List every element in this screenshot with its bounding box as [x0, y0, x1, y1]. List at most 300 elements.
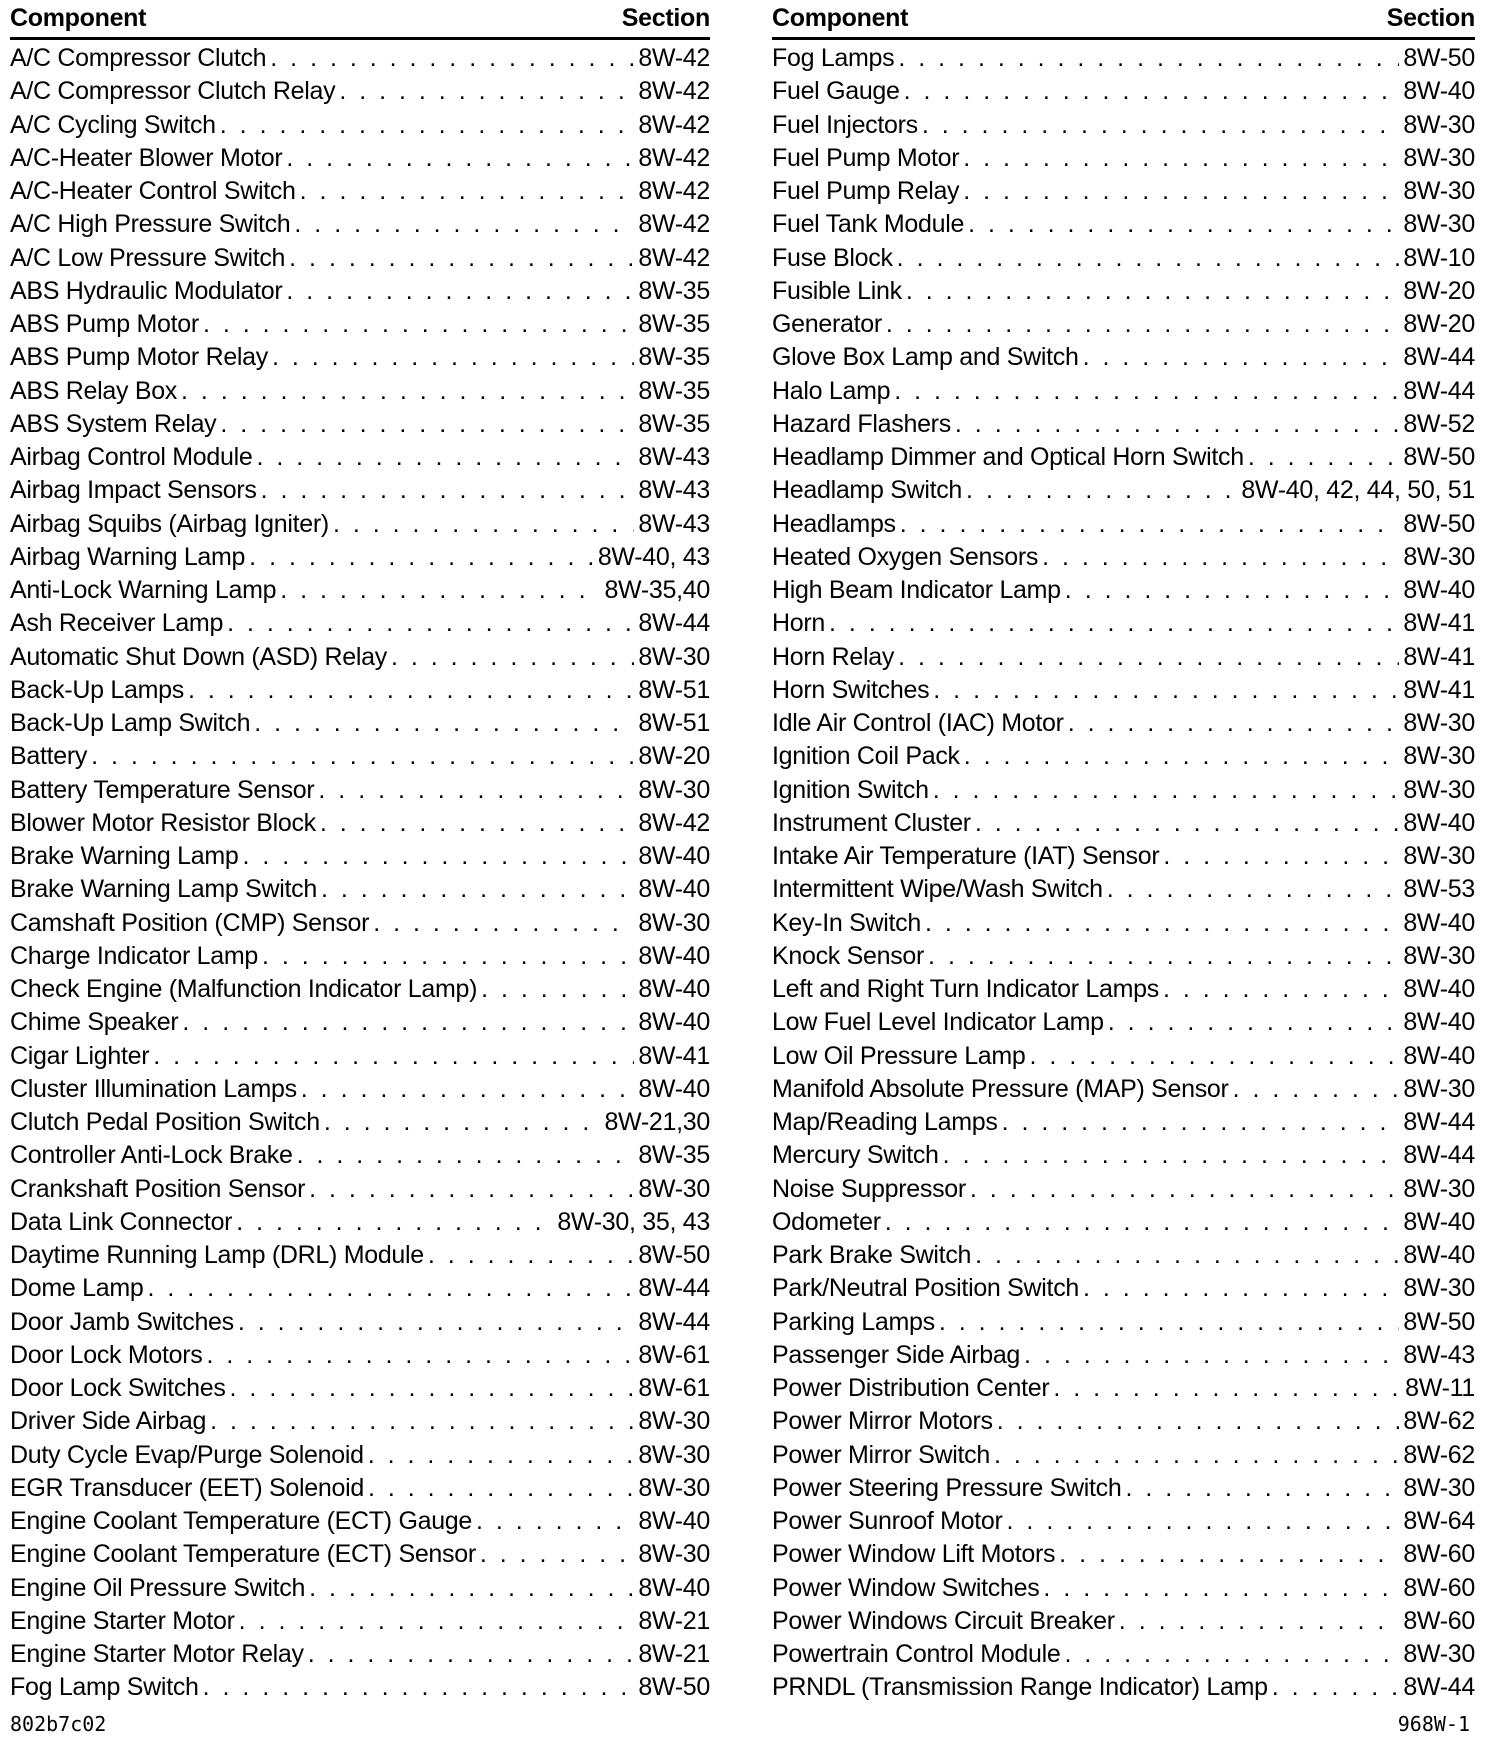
section-number: 8W-30 [1403, 542, 1475, 571]
dot-leader [964, 740, 1400, 773]
component-row [772, 1671, 1475, 1704]
component-name: Power Mirror Motors [772, 1407, 993, 1436]
component-row [772, 1306, 1475, 1339]
dot-leader [894, 375, 1399, 408]
section-number: 8W-30 [638, 908, 710, 937]
dot-leader [968, 208, 1399, 241]
dot-leader [249, 541, 594, 574]
dot-leader [997, 1405, 1400, 1438]
component-name: Ignition Coil Pack [772, 742, 960, 771]
dot-leader [1068, 707, 1400, 740]
dot-leader [1125, 1472, 1399, 1505]
dot-leader [829, 607, 1399, 640]
dot-leader [963, 142, 1399, 175]
section-number: 8W-40 [638, 1074, 710, 1103]
component-name: Battery Temperature Sensor [10, 775, 315, 804]
component-name: Cigar Lighter [10, 1041, 150, 1070]
dot-leader [391, 641, 634, 674]
component-row [772, 1405, 1475, 1438]
component-row [10, 508, 710, 541]
component-name: Driver Side Airbag [10, 1407, 207, 1436]
dot-leader [320, 807, 634, 840]
component-name: Cluster Illumination Lamps [10, 1074, 297, 1103]
dot-leader [1024, 1339, 1399, 1372]
component-name: ABS Hydraulic Modulator [10, 276, 283, 305]
section-number: 8W-30 [1403, 177, 1475, 205]
component-row [10, 541, 710, 574]
section-number: 8W-41 [1403, 642, 1475, 671]
component-row [10, 1239, 710, 1272]
dot-leader [925, 907, 1399, 940]
component-row [772, 940, 1475, 973]
section-number: 8W-40 [1403, 77, 1475, 106]
section-number: 8W-30 [1403, 1174, 1475, 1203]
dot-leader [966, 474, 1237, 507]
component-name: Passenger Side Airbag [772, 1340, 1021, 1369]
component-name: Fuel Tank Module [772, 210, 965, 239]
component-name: Engine Starter Motor Relay [10, 1640, 304, 1668]
dot-leader [220, 408, 634, 441]
component-row [772, 973, 1475, 1006]
section-number: 8W-51 [638, 675, 710, 704]
section-number: 8W-40 [638, 1573, 710, 1602]
dot-leader [1042, 541, 1399, 574]
component-row [772, 508, 1475, 541]
component-name: Door Jamb Switches [10, 1307, 234, 1336]
component-name: Power Windows Circuit Breaker [772, 1606, 1115, 1635]
section-number: 8W-10 [1403, 243, 1475, 272]
section-number: 8W-21,30 [604, 1108, 710, 1136]
component-name: Parking Lamps [772, 1307, 935, 1336]
section-number: 8W-40 [1403, 808, 1475, 837]
section-number: 8W-30 [638, 1407, 710, 1436]
dot-leader [428, 1239, 634, 1272]
component-name: Halo Lamp [772, 376, 891, 405]
dot-leader [203, 1671, 635, 1704]
section-number: 8W-44 [1403, 343, 1475, 372]
section-number: 8W-40 [1403, 1241, 1475, 1269]
component-name: Noise Suppressor [772, 1174, 966, 1203]
dot-leader [928, 940, 1399, 973]
component-row [10, 973, 710, 1006]
dot-leader [309, 1572, 634, 1605]
section-number: 8W-30 [638, 642, 710, 671]
section-number: 8W-44 [1403, 376, 1475, 405]
dot-leader [1107, 873, 1400, 906]
section-number: 8W-20 [1403, 310, 1475, 338]
component-name: Fog Lamps [772, 44, 895, 72]
component-row [772, 1339, 1475, 1372]
dot-leader [970, 1173, 1399, 1206]
dot-leader [182, 1006, 634, 1039]
component-name: A/C-Heater Control Switch [10, 177, 296, 205]
section-number: 8W-40 [1403, 1008, 1475, 1037]
section-number: 8W-62 [1403, 1407, 1475, 1436]
component-row [772, 541, 1475, 574]
left-column [10, 0, 710, 1705]
component-name: Engine Oil Pressure Switch [10, 1573, 306, 1602]
section-number: 8W-35 [638, 1141, 710, 1170]
component-name: Brake Warning Lamp Switch [10, 875, 317, 904]
section-number: 8W-53 [1403, 875, 1475, 904]
component-name: ABS Pump Motor Relay [10, 343, 268, 372]
component-name: Camshaft Position (CMP) Sensor [10, 908, 370, 937]
component-name: Fuse Block [772, 243, 893, 272]
right-component-list [772, 42, 1475, 1705]
component-name: ABS Pump Motor [10, 310, 199, 338]
component-name: Brake Warning Lamp [10, 842, 239, 870]
component-row [772, 1040, 1475, 1073]
component-row [10, 341, 710, 374]
section-number: 8W-52 [1403, 409, 1475, 438]
dot-leader [1248, 441, 1400, 474]
dot-leader [943, 1139, 1400, 1172]
dot-leader [1272, 1671, 1400, 1704]
dot-leader [207, 1339, 635, 1372]
section-number: 8W-20 [1403, 276, 1475, 305]
component-row [10, 242, 710, 275]
dot-leader [373, 907, 634, 940]
component-row [10, 840, 710, 873]
dot-leader [147, 1272, 634, 1305]
section-number: 8W-43 [638, 476, 710, 505]
right-column-header [772, 0, 1475, 40]
component-name: Power Distribution Center [772, 1374, 1050, 1402]
component-name: Mercury Switch [772, 1141, 939, 1170]
dot-leader [321, 873, 634, 906]
component-row [772, 1239, 1475, 1272]
component-name: ABS System Relay [10, 409, 217, 438]
component-row [10, 308, 710, 341]
dot-leader [904, 75, 1400, 108]
component-row [772, 75, 1475, 108]
dot-leader [476, 1505, 634, 1538]
section-number: 8W-30 [1403, 941, 1475, 970]
component-name: Door Lock Switches [10, 1374, 226, 1402]
section-number: 8W-40 [638, 941, 710, 970]
section-number: 8W-60 [1403, 1606, 1475, 1635]
section-number: 8W-42 [638, 177, 710, 205]
component-row [10, 1472, 710, 1505]
dot-leader [1030, 1040, 1400, 1073]
dot-leader [898, 641, 1399, 674]
component-row [10, 1040, 710, 1073]
dot-leader [975, 807, 1399, 840]
dot-leader [481, 973, 634, 1006]
component-name: Chime Speaker [10, 1008, 179, 1037]
section-number: 8W-43 [1403, 1340, 1475, 1369]
component-name: Key-In Switch [772, 908, 921, 937]
component-row [10, 641, 710, 674]
section-number: 8W-30 [638, 775, 710, 804]
dot-leader [256, 441, 634, 474]
dot-leader [238, 1306, 634, 1339]
dot-leader [280, 574, 600, 607]
component-name: Park/Neutral Position Switch [772, 1274, 1080, 1303]
section-number: 8W-40 [1403, 1207, 1475, 1236]
section-number: 8W-51 [638, 709, 710, 737]
section-number: 8W-40, 43 [597, 542, 710, 571]
dot-leader [289, 242, 634, 275]
component-row [10, 1339, 710, 1372]
component-row [10, 1638, 710, 1671]
component-name: Horn [772, 609, 825, 638]
section-header: Section [1386, 4, 1475, 32]
component-name: Hazard Flashers [772, 409, 951, 438]
component-row [772, 341, 1475, 374]
dot-leader [368, 1472, 634, 1505]
dot-leader [286, 275, 634, 308]
component-name: Headlamp Dimmer and Optical Horn Switch [772, 443, 1244, 471]
section-number: 8W-40 [638, 842, 710, 870]
dot-leader [203, 308, 634, 341]
section-number: 8W-11 [1405, 1374, 1475, 1402]
dot-leader [906, 275, 1400, 308]
dot-leader [309, 1173, 634, 1206]
component-row [772, 674, 1475, 707]
component-row [10, 42, 710, 75]
dot-leader [1163, 973, 1399, 1006]
component-name: Low Oil Pressure Lamp [772, 1041, 1026, 1070]
section-number: 8W-50 [1403, 509, 1475, 538]
section-number: 8W-50 [638, 1673, 710, 1702]
dot-leader [1065, 574, 1400, 607]
dot-leader [886, 308, 1399, 341]
component-header: Component [10, 4, 147, 32]
component-row [772, 1173, 1475, 1206]
dot-leader [243, 840, 635, 873]
component-row [772, 1472, 1475, 1505]
component-name: Glove Box Lamp and Switch [772, 343, 1079, 372]
dot-leader [1233, 1073, 1400, 1106]
dot-leader [1002, 1106, 1400, 1139]
component-name: Idle Air Control (IAC) Motor [772, 709, 1064, 737]
component-row [772, 109, 1475, 142]
dot-leader [339, 75, 634, 108]
component-row [772, 175, 1475, 208]
component-name: Airbag Impact Sensors [10, 476, 257, 505]
component-row [772, 774, 1475, 807]
dot-leader [181, 375, 634, 408]
component-row [10, 907, 710, 940]
component-row [772, 1206, 1475, 1239]
component-name: A/C High Pressure Switch [10, 210, 291, 239]
dot-leader [955, 408, 1399, 441]
dot-leader [1083, 341, 1400, 374]
component-name: Anti-Lock Warning Lamp [10, 576, 277, 604]
component-name: Door Lock Motors [10, 1340, 203, 1369]
component-row [772, 1272, 1475, 1305]
component-name: Instrument Cluster [772, 808, 971, 837]
component-name: Blower Motor Resistor Block [10, 808, 316, 837]
dot-leader [1059, 1538, 1399, 1571]
component-name: Horn Switches [772, 675, 930, 704]
left-column-header [10, 0, 710, 40]
dot-leader [1108, 1006, 1400, 1039]
section-number: 8W-50 [638, 1241, 710, 1269]
dot-leader [153, 1040, 634, 1073]
component-row [10, 474, 710, 507]
component-row [772, 607, 1475, 640]
dot-leader [885, 1206, 1400, 1239]
section-number: 8W-50 [1403, 443, 1475, 471]
component-row [772, 474, 1475, 507]
component-name: High Beam Indicator Lamp [772, 576, 1061, 604]
component-name: Dome Lamp [10, 1274, 144, 1303]
component-row [772, 1006, 1475, 1039]
component-name: Controller Anti-Lock Brake [10, 1141, 293, 1170]
dot-leader [297, 1139, 635, 1172]
component-name: Automatic Shut Down (ASD) Relay [10, 642, 387, 671]
section-number: 8W-30 [1403, 143, 1475, 172]
component-name: Left and Right Turn Indicator Lamps [772, 975, 1159, 1003]
section-header: Section [621, 4, 710, 32]
section-number: 8W-43 [638, 509, 710, 538]
component-row [772, 1638, 1475, 1671]
component-row [10, 1173, 710, 1206]
component-row [10, 1572, 710, 1605]
component-row [10, 707, 710, 740]
section-number: 8W-35 [638, 343, 710, 372]
section-number: 8W-30, 35, 43 [557, 1207, 710, 1236]
section-number: 8W-42 [638, 44, 710, 72]
component-row [772, 242, 1475, 275]
section-number: 8W-30 [1403, 1074, 1475, 1103]
section-number: 8W-44 [638, 1307, 710, 1336]
component-name: Manifold Absolute Pressure (MAP) Sensor [772, 1074, 1229, 1103]
component-row [10, 873, 710, 906]
dot-leader [220, 109, 635, 142]
dot-leader [188, 674, 634, 707]
section-number: 8W-30 [1403, 1473, 1475, 1502]
dot-leader [270, 42, 634, 75]
section-number: 8W-50 [1403, 44, 1475, 72]
component-row [10, 375, 710, 408]
dot-leader [294, 208, 634, 241]
component-name: A/C Compressor Clutch Relay [10, 77, 336, 106]
section-number: 8W-44 [1403, 1673, 1475, 1702]
section-number: 8W-35 [638, 376, 710, 405]
section-number: 8W-30 [1403, 709, 1475, 737]
component-row [772, 1538, 1475, 1571]
component-row [10, 1306, 710, 1339]
section-number: 8W-30 [638, 1440, 710, 1469]
section-number: 8W-42 [638, 808, 710, 837]
component-name: Fuel Pump Relay [772, 177, 960, 205]
component-name: Daytime Running Lamp (DRL) Module [10, 1241, 424, 1269]
component-name: Intake Air Temperature (IAT) Sensor [772, 842, 1160, 870]
component-name: Battery [10, 742, 88, 771]
dot-leader [975, 1239, 1399, 1272]
section-number: 8W-20 [638, 742, 710, 771]
component-name: PRNDL (Transmission Range Indicator) Lamp [772, 1673, 1268, 1702]
component-name: A/C Compressor Clutch [10, 44, 267, 72]
component-row [772, 1139, 1475, 1172]
component-name: Headlamps [772, 509, 896, 538]
footer-left-code: 802b7c02 [10, 1712, 107, 1736]
component-name: A/C-Heater Blower Motor [10, 143, 283, 172]
dot-leader [230, 1372, 635, 1405]
component-row [10, 1206, 710, 1239]
dot-leader [1007, 1505, 1400, 1538]
section-number: 8W-44 [638, 1274, 710, 1303]
component-name: Engine Coolant Temperature (ECT) Gauge [10, 1507, 473, 1535]
dot-leader [1064, 1638, 1399, 1671]
component-name: Ash Receiver Lamp [10, 609, 224, 638]
component-row [10, 1139, 710, 1172]
section-number: 8W-40, 42, 44, 50, 51 [1241, 476, 1475, 505]
section-number: 8W-40 [1403, 576, 1475, 604]
component-name: A/C Cycling Switch [10, 110, 216, 139]
dot-leader [898, 42, 1399, 75]
dot-leader [922, 109, 1399, 142]
section-number: 8W-40 [638, 975, 710, 1003]
section-number: 8W-40 [1403, 975, 1475, 1003]
section-number: 8W-41 [1403, 675, 1475, 704]
dot-leader [227, 607, 634, 640]
component-name: Power Steering Pressure Switch [772, 1473, 1122, 1502]
component-name: Fuel Pump Motor [772, 143, 960, 172]
dot-leader [239, 1605, 635, 1638]
section-number: 8W-44 [1403, 1141, 1475, 1170]
component-name: Airbag Squibs (Airbag Igniter) [10, 509, 329, 538]
section-number: 8W-42 [638, 110, 710, 139]
component-row [772, 1505, 1475, 1538]
component-name: Odometer [772, 1207, 881, 1236]
component-row [772, 641, 1475, 674]
section-number: 8W-44 [638, 609, 710, 638]
section-number: 8W-61 [638, 1374, 710, 1402]
dot-leader [262, 940, 634, 973]
component-row [10, 1106, 710, 1139]
section-number: 8W-35 [638, 310, 710, 338]
component-name: Power Window Switches [772, 1573, 1040, 1602]
dot-leader [900, 508, 1400, 541]
component-name: Horn Relay [772, 642, 895, 671]
dot-leader [318, 774, 634, 807]
component-row [772, 142, 1475, 175]
component-name: Fusible Link [772, 276, 902, 305]
component-row [772, 807, 1475, 840]
component-row [772, 1106, 1475, 1139]
dot-leader [254, 707, 634, 740]
component-row [10, 1538, 710, 1571]
component-name: Park Brake Switch [772, 1241, 972, 1269]
component-name: Map/Reading Lamps [772, 1108, 998, 1136]
section-number: 8W-42 [638, 210, 710, 239]
left-component-list [10, 42, 710, 1705]
component-row [10, 1405, 710, 1438]
component-name: Fuel Gauge [772, 77, 900, 106]
section-number: 8W-43 [638, 443, 710, 471]
section-number: 8W-42 [638, 243, 710, 272]
dot-leader [1119, 1605, 1400, 1638]
component-name: Power Sunroof Motor [772, 1507, 1003, 1535]
section-number: 8W-30 [638, 1540, 710, 1569]
component-row [772, 574, 1475, 607]
component-row [772, 1439, 1475, 1472]
section-number: 8W-21 [638, 1606, 710, 1635]
component-name: Duty Cycle Evap/Purge Solenoid [10, 1440, 364, 1469]
dot-leader [480, 1538, 634, 1571]
component-row [772, 441, 1475, 474]
dot-leader [994, 1439, 1399, 1472]
component-row [772, 840, 1475, 873]
dot-leader [236, 1206, 553, 1239]
component-row [10, 674, 710, 707]
component-row [772, 208, 1475, 241]
section-number: 8W-40 [1403, 1041, 1475, 1070]
